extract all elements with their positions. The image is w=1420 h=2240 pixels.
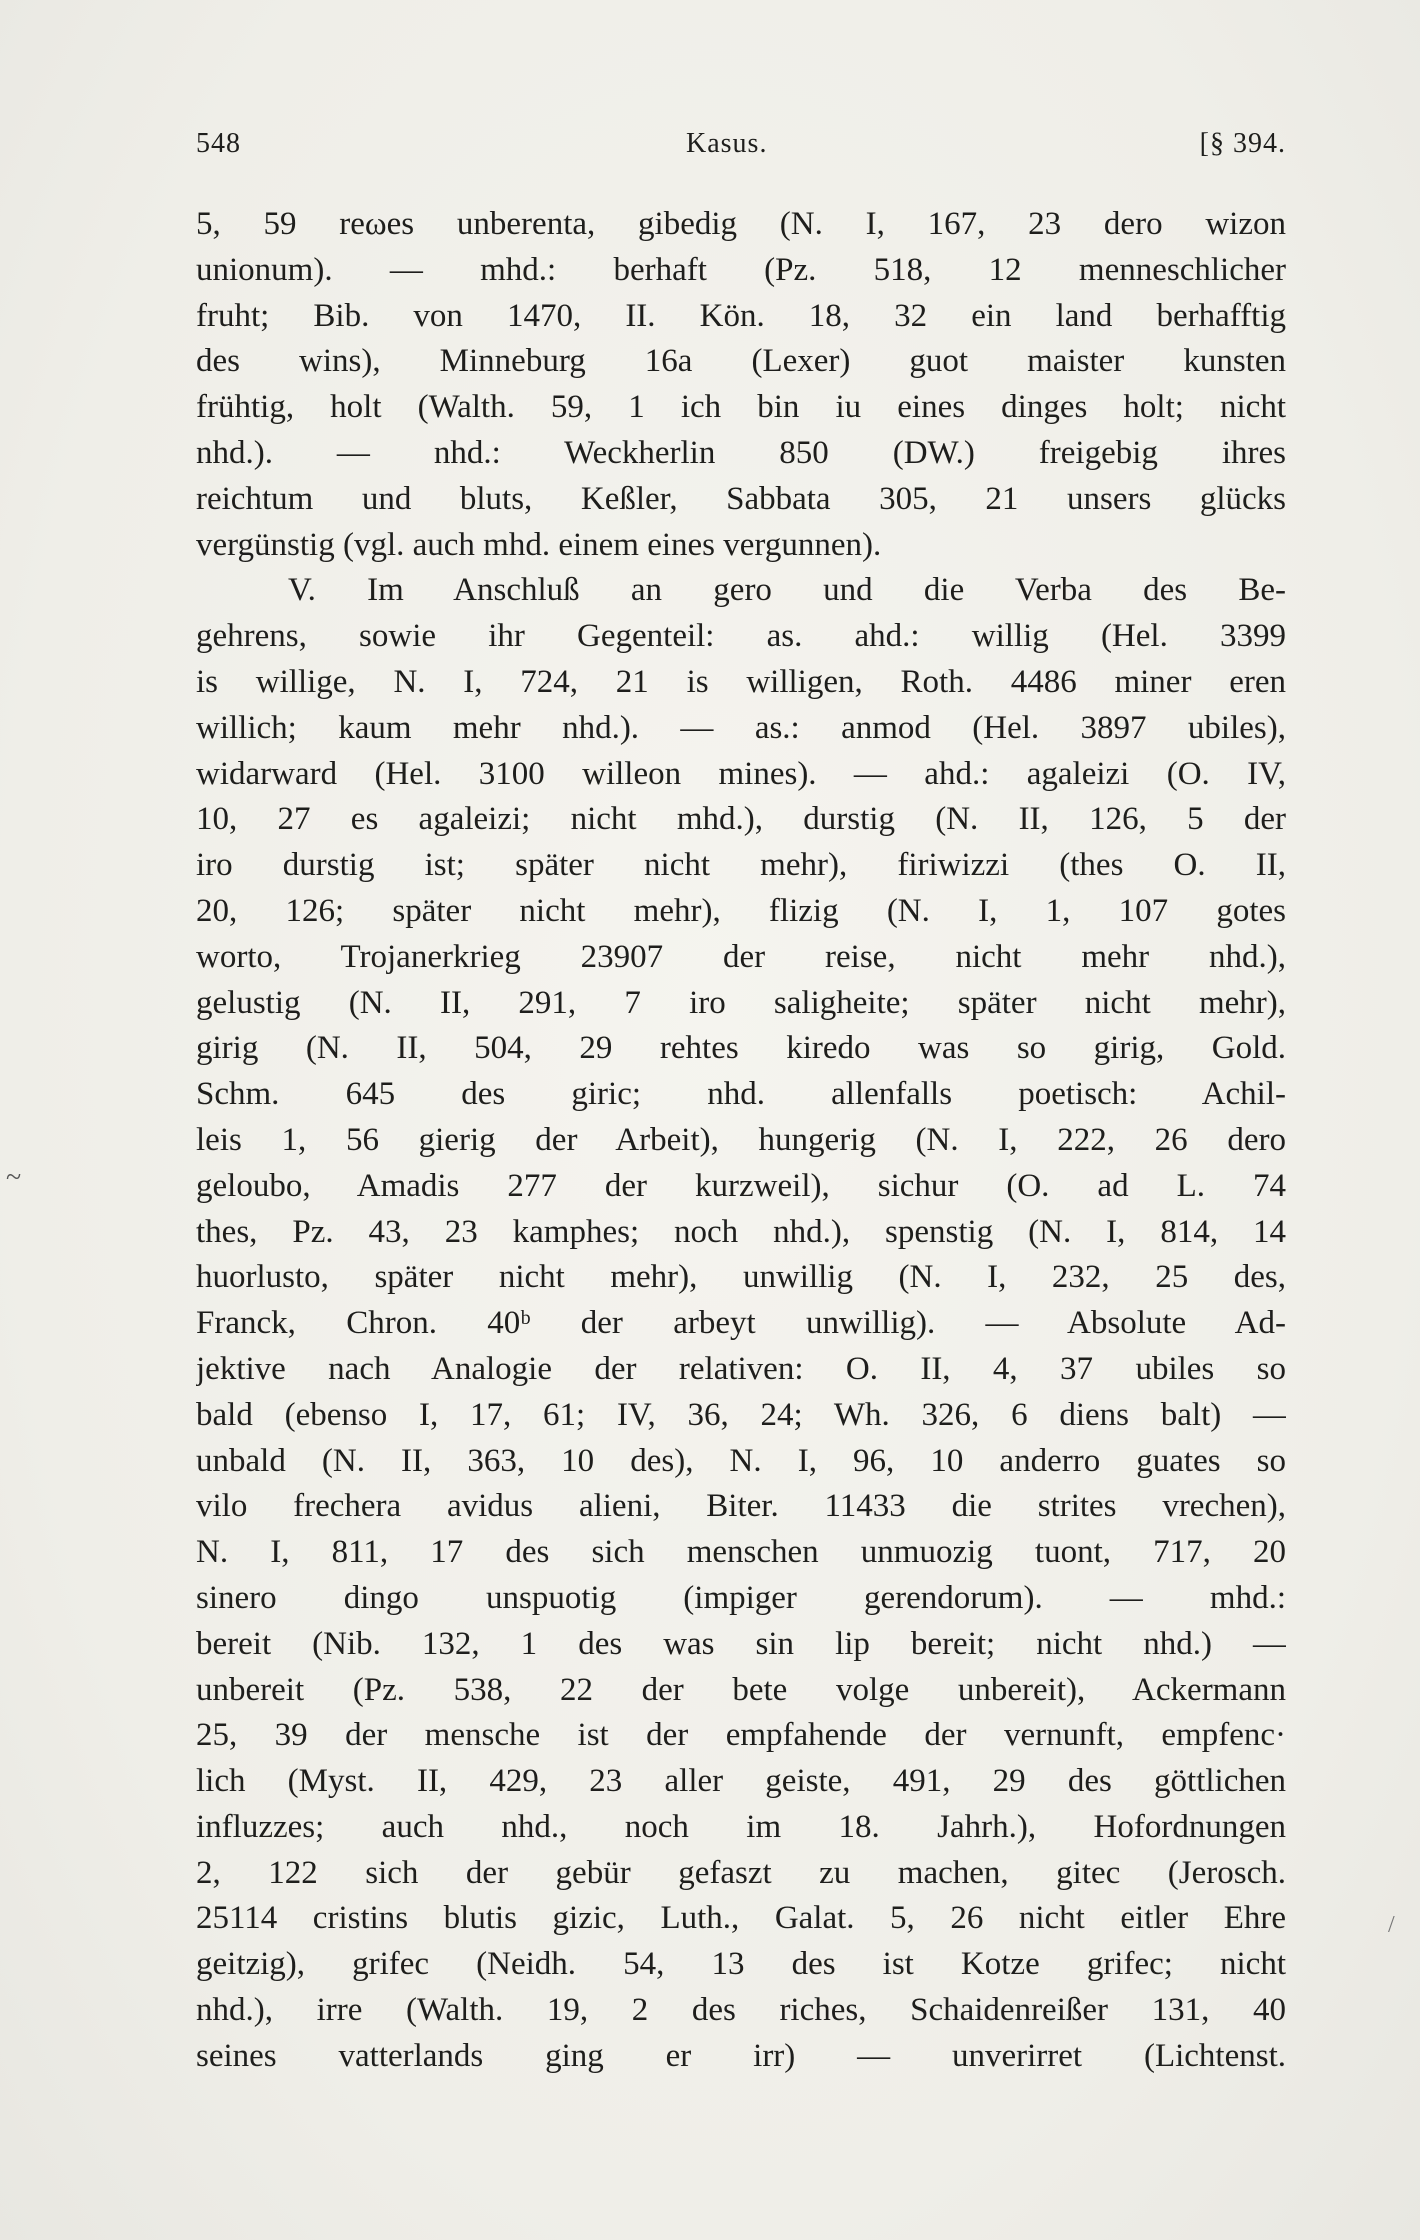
text-line: unbald (N. II, 363, 10 des), N. I, 96, 10 anderro guates so — [196, 1442, 1286, 1479]
text-line: seines vatterlands ging er irr) — unverirret (Lichtenst. — [196, 2037, 1286, 2074]
text-line: widarward (Hel. 3100 willeon mines). — ahd.: agaleizi (O. IV, — [196, 755, 1286, 792]
text-line: girig (N. II, 504, 29 rehtes kiredo was so girig, Gold. — [196, 1030, 1286, 1067]
text-line: geloubo, Amadis 277 der kurzweil), sichur (O. ad L. 74 — [196, 1167, 1286, 1204]
text-line: vergünstig (vgl. auch mhd. einem eines vergunnen). — [196, 526, 882, 563]
text-line: gehrens, sowie ihr Gegenteil: as. ahd.: willig (Hel. 3399 — [196, 618, 1286, 655]
text-line: leis 1, 56 gierig der Arbeit), hungerig (N. I, 222, 26 dero — [196, 1121, 1286, 1158]
text-line: 25114 cristins blutis gizic, Luth., Galat. 5, 26 nicht eitler Ehre — [196, 1900, 1286, 1937]
text-line: Franck, Chron. 40ᵇ der arbeyt unwillig). — Absolute Ad- — [196, 1305, 1286, 1342]
text-line: vilo frechera avidus alieni, Biter. 11433 die strites vrechen), — [196, 1488, 1286, 1525]
running-title: Kasus. — [686, 128, 768, 159]
text-line: 20, 126; später nicht mehr), flizig (N. I, 1, 107 gotes — [196, 892, 1286, 929]
text-line: geitzig), grifec (Neidh. 54, 13 des ist Kotze grifec; nicht — [196, 1946, 1286, 1983]
page-number: 548 — [196, 128, 241, 159]
text-line: jektive nach Analogie der relativen: O. II, 4, 37 ubiles so — [196, 1350, 1286, 1387]
text-line: sinero dingo unspuotig (impiger gerendorum). — mhd.: — [196, 1579, 1286, 1616]
text-line: Schm. 645 des giric; nhd. allenfalls poetisch: Achil- — [196, 1076, 1286, 1113]
text-line: unbereit (Pz. 538, 22 der bete volge unbereit), Ackermann — [196, 1671, 1286, 1708]
section-reference: [§ 394. — [1199, 128, 1286, 159]
text-line: is willige, N. I, 724, 21 is willigen, Roth. 4486 miner eren — [196, 663, 1286, 700]
text-line: nhd.), irre (Walth. 19, 2 des riches, Schaidenreißer 131, 40 — [196, 1992, 1286, 2029]
text-line: bald (ebenso I, 17, 61; IV, 36, 24; Wh. 326, 6 diens balt) — — [196, 1396, 1286, 1433]
paragraph-start-line: V. Im Anschluß an gero und die Verba des Be- — [288, 572, 1286, 609]
text-line: bereit (Nib. 132, 1 des was sin lip bereit; nicht nhd.) — — [196, 1625, 1286, 1662]
right-margin-mark: / — [1388, 1912, 1395, 1938]
text-line: lich (Myst. II, 429, 23 aller geiste, 491, 29 des göttlichen — [196, 1763, 1286, 1800]
text-line: 2, 122 sich der gebür gefaszt zu machen, gitec (Jerosch. — [196, 1854, 1286, 1891]
text-line: unionum). — mhd.: berhaft (Pz. 518, 12 menneschlicher — [196, 251, 1286, 288]
text-line: thes, Pz. 43, 23 kamphes; noch nhd.), spenstig (N. I, 814, 14 — [196, 1213, 1286, 1250]
text-line: reichtum und bluts, Keßler, Sabbata 305, 21 unsers glücks — [196, 480, 1286, 517]
text-line: worto, Trojanerkrieg 23907 der reise, nicht mehr nhd.), — [196, 938, 1286, 975]
text-line: 25, 39 der mensche ist der empfahende der vernunft, empfenc· — [196, 1717, 1286, 1754]
text-line: gelustig (N. II, 291, 7 iro saligheite; später nicht mehr), — [196, 984, 1286, 1021]
text-line: N. I, 811, 17 des sich menschen unmuozig tuont, 717, 20 — [196, 1534, 1286, 1571]
text-line: 5, 59 reωes unberenta, gibedig (N. I, 167, 23 dero wizon — [196, 206, 1286, 242]
text-line: nhd.). — nhd.: Weckherlin 850 (DW.) freigebig ihres — [196, 434, 1286, 471]
left-margin-mark: ~ — [6, 1162, 22, 1193]
text-line: willich; kaum mehr nhd.). — as.: anmod (Hel. 3897 ubiles), — [196, 709, 1286, 746]
text-line: 10, 27 es agaleizi; nicht mhd.), durstig (N. II, 126, 5 der — [196, 801, 1286, 838]
text-line: fruht; Bib. von 1470, II. Kön. 18, 32 ein land berhafftig — [196, 297, 1286, 334]
text-line: huorlusto, später nicht mehr), unwillig (N. I, 232, 25 des, — [196, 1259, 1286, 1296]
text-line: frühtig, holt (Walth. 59, 1 ich bin iu eines dinges holt; nicht — [196, 389, 1286, 426]
text-line: influzzes; auch nhd., noch im 18. Jahrh.), Hofordnungen — [196, 1808, 1286, 1845]
text-line: iro durstig ist; später nicht mehr), firiwizzi (thes O. II, — [196, 847, 1286, 884]
page-header — [196, 128, 1286, 168]
text-line: des wins), Minneburg 16a (Lexer) guot maister kunsten — [196, 343, 1286, 380]
body-text — [196, 202, 1286, 2080]
